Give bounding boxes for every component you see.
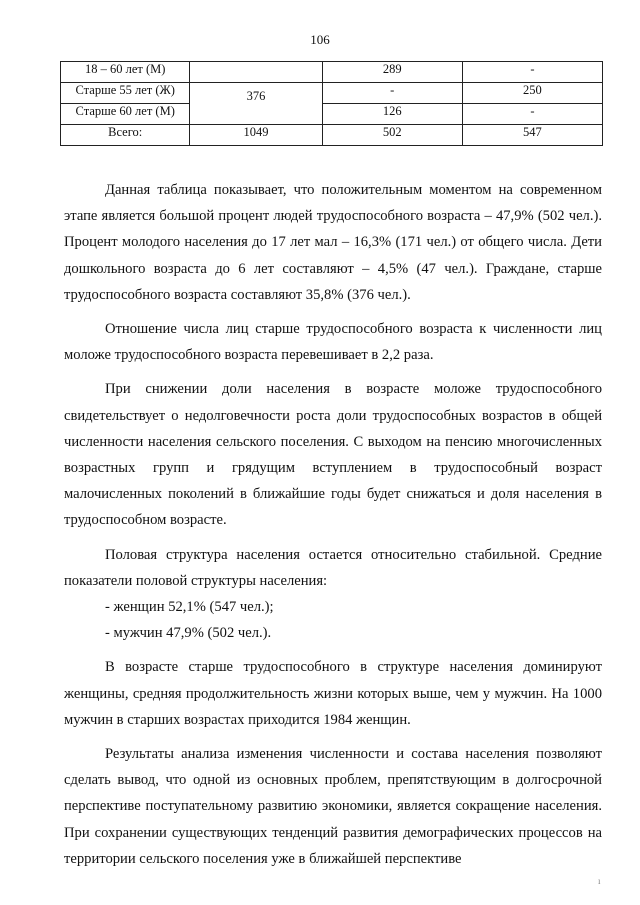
table-cell: 1049 <box>190 125 322 146</box>
paragraph: В возрасте старше трудоспособного в структуре населения доминируют женщины, средняя продолжительность жизни которых выше, чем у мужчин. На 1000 мужчин в старших возрастах приходится 1984 женщин. <box>64 659 602 728</box>
table-cell-label: Старше 60 лет (М) <box>61 104 190 125</box>
table-cell: - <box>462 104 602 125</box>
paragraph: При снижении доли населения в возрасте моложе трудоспособного свидетельствует о недолговечности роста доли трудоспособных возрастов в общей численности населения сельского поселения. С выходом на пенсию многочисленных возрастных групп и грядущим вступлением в трудоспособный возраст малочисленных поколений в ближайшие годы будет снижаться и доля населения в трудоспособном возрасте. <box>64 381 602 529</box>
paragraph: Данная таблица показывает, что положительным моментом на современном этапе является большой процент людей трудоспособного возраста – 47,9% (502 чел.). Процент молодого населения до 17 лет мал – 16,3% (171 чел.) от общего числа. Дети дошкольного возраста до 6 лет составляют – 4,5% (47 чел.). Граждане, старше трудоспособного возраста составляют 35,8% (376 чел.). <box>64 182 602 303</box>
table-cell-label: Всего: <box>61 125 190 146</box>
table-cell: 547 <box>462 125 602 146</box>
paragraph: Половая структура населения остается относительно стабильной. Средние показатели половой структуры населения: <box>64 546 602 589</box>
list-item: - мужчин 47,9% (502 чел.). <box>105 625 272 642</box>
page-number: 106 <box>310 32 330 47</box>
table-cell: 250 <box>462 83 602 104</box>
paragraph: Отношение числа лиц старше трудоспособного возраста к численности лиц моложе трудоспособного возраста перевешивает в 2,2 раза. <box>64 321 602 364</box>
paragraph: Результаты анализа изменения численности и состава населения позволяют сделать вывод, что одной из основных проблем, препятствующим в долгосрочной перспективе поступательному развитию экономики, является сокращение населения. При сохранении существующих тенденций развития демографических процессов на территории сельского поселения уже в ближайшей перспективе <box>64 746 602 867</box>
population-table <box>60 61 603 146</box>
table-cell-empty <box>190 62 322 83</box>
table-row-total <box>61 125 603 146</box>
table-row <box>61 104 603 125</box>
table-row <box>61 83 603 104</box>
body-text <box>64 177 602 872</box>
table-cell-label: 18 – 60 лет (М) <box>61 62 190 83</box>
table-cell: 126 <box>322 104 462 125</box>
table-cell: 502 <box>322 125 462 146</box>
scan-mark: ı <box>598 876 601 886</box>
table-row <box>61 62 603 83</box>
list-item: - женщин 52,1% (547 чел.); <box>105 599 274 616</box>
table-cell: 289 <box>322 62 462 83</box>
table-cell-merged: 376 <box>190 83 322 125</box>
table-cell-label: Старше 55 лет (Ж) <box>61 83 190 104</box>
table-cell: - <box>462 62 602 83</box>
table-cell: - <box>322 83 462 104</box>
